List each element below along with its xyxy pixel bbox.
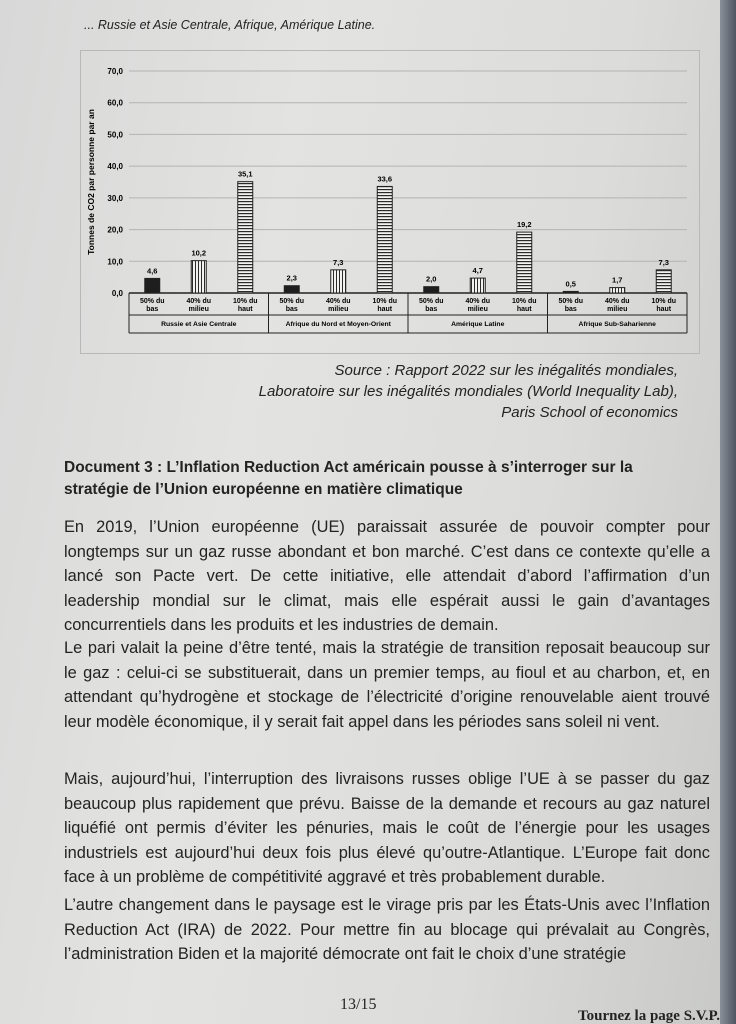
x-tick-label: milieu <box>328 306 349 313</box>
x-tick-label: 10% du <box>372 298 398 305</box>
data-label: 35,1 <box>237 169 253 179</box>
y-tick-label: 50,0 <box>107 130 123 140</box>
x-tick-label: 50% du <box>418 298 444 305</box>
x-tick-label: 40% du <box>465 298 491 305</box>
group-label: Afrique du Nord et Moyen-Orient <box>285 321 391 328</box>
bar <box>563 291 578 293</box>
y-tick-label: 40,0 <box>107 162 123 172</box>
y-tick-label: 20,0 <box>107 225 123 235</box>
bar <box>610 288 625 293</box>
x-tick-label: bas <box>285 306 298 313</box>
paragraph-3: Mais, aujourd’hui, l’interruption des livraisons russes oblige l’UE à se passer du gaz beaucoup plus rapidement que prévu. Baisse de la demande et recours au gaz naturel liquéfié ont permis d’éviter les pénuries, mais le coût de l’énergie pour les usages industriels est aujourd’hui deux fois plus élevé qu’outre-Atlantique. L’Europe fait donc face à un problème de compétitivité aggravé et très probablement durable. <box>64 770 710 886</box>
bar <box>191 261 206 293</box>
data-label: 1,7 <box>612 275 623 285</box>
x-tick-label: 50% du <box>558 298 584 305</box>
data-label: 33,6 <box>377 174 393 184</box>
x-tick-label: milieu <box>467 306 488 313</box>
x-tick-label: milieu <box>188 306 209 313</box>
bar <box>238 182 253 293</box>
y-tick-label: 70,0 <box>107 67 123 76</box>
page-number: 13/15 <box>340 996 377 1013</box>
x-tick-label: bas <box>425 306 438 313</box>
group-label: Afrique Sub-Saharienne <box>578 321 656 328</box>
x-tick-label: 50% du <box>139 298 165 305</box>
y-axis-label: Tonnes de CO2 par personne par an <box>86 109 96 255</box>
source-line-2: Laboratoire sur les inégalités mondiales (World Inequality Lab), <box>258 383 678 400</box>
paragraph-2: Le pari valait la peine d’être tenté, mais la stratégie de transition reposait beaucoup sur le gaz : celui-ci se substituerait, dans un premier temps, au fioul et au charbon, et, en attendant qu’hydrogène et stockage de l’électricité d’origine renouvelable aient trouvé leur modèle économique, il y serait fait appel dans les périodes sans soleil ni vent. <box>64 639 710 731</box>
paragraph-1: En 2019, l’Union européenne (UE) paraissait assurée de pouvoir compter pour longtemps sur un gaz russe abondant et bon marché. C’est dans ce contexte qu’elle a lancé son Pacte vert. De cette initiative, elle attendait d’abord l’affirmation d’un leadership mondial sur le climat, mais elle espérait aussi le gain d’avantages concurrentiels dans les produits et les industries de demain. <box>64 518 710 634</box>
turn-page-note: Tournez la page S.V.P. <box>578 1008 720 1024</box>
chart-svg <box>81 51 699 353</box>
bar <box>284 286 299 293</box>
x-tick-label: 40% du <box>325 298 351 305</box>
x-tick-label: milieu <box>607 306 628 313</box>
data-label: 4,6 <box>147 266 158 276</box>
y-tick-label: 60,0 <box>107 98 123 108</box>
bar <box>656 270 671 293</box>
document-title: Document 3 : L’Inflation Reduction Act américain pousse à s’interroger sur la stratégie de l’Union européenne en matière climatique <box>64 459 633 498</box>
x-tick-label: haut <box>656 306 672 313</box>
bar <box>331 270 346 293</box>
y-tick-label: 30,0 <box>107 193 123 203</box>
x-tick-label: 40% du <box>604 298 630 305</box>
group-label: Russie et Asie Centrale <box>161 321 237 328</box>
y-tick-label: 0,0 <box>111 289 123 298</box>
x-tick-label: haut <box>516 306 532 313</box>
source-line-1: Source : Rapport 2022 sur les inégalités mondiales, <box>334 362 678 379</box>
data-label: 7,3 <box>658 257 669 267</box>
data-label: 2,0 <box>426 274 437 284</box>
x-tick-label: bas <box>564 306 577 313</box>
data-label: 0,5 <box>565 279 576 289</box>
x-tick-label: 40% du <box>186 298 212 305</box>
data-label: 2,3 <box>286 273 297 283</box>
data-label: 4,7 <box>472 266 483 276</box>
bar <box>145 278 160 293</box>
x-tick-label: bas <box>146 306 159 313</box>
x-tick-label: haut <box>237 306 253 313</box>
x-tick-label: 10% du <box>232 298 258 305</box>
page-header: ... Russie et Asie Centrale, Afrique, Amérique Latine. <box>84 18 376 32</box>
bar-chart <box>80 50 700 354</box>
page-edge <box>720 0 736 1024</box>
paragraph-4: L’autre changement dans le paysage est le virage pris par les États-Unis avec l’Inflation Reduction Act (IRA) de 2022. Pour mettre fin au blocage qui prévalait au Congrès, l’administration Biden et la majorité démocrate ont fait le choix d’une stratégie <box>64 896 710 963</box>
bar <box>470 278 485 293</box>
bar <box>517 232 532 293</box>
group-label: Amérique Latine <box>451 321 505 328</box>
x-tick-label: 10% du <box>651 298 677 305</box>
x-tick-label: 50% du <box>279 298 305 305</box>
bar <box>377 186 392 293</box>
chart-source <box>158 360 678 423</box>
bar <box>424 287 439 293</box>
x-tick-label: 10% du <box>511 298 537 305</box>
x-tick-label: haut <box>377 306 393 313</box>
data-label: 7,3 <box>333 257 344 267</box>
data-label: 19,2 <box>516 220 532 230</box>
y-tick-label: 10,0 <box>107 257 123 267</box>
source-line-3: Paris School of economics <box>501 404 678 421</box>
data-label: 10,2 <box>191 248 207 258</box>
